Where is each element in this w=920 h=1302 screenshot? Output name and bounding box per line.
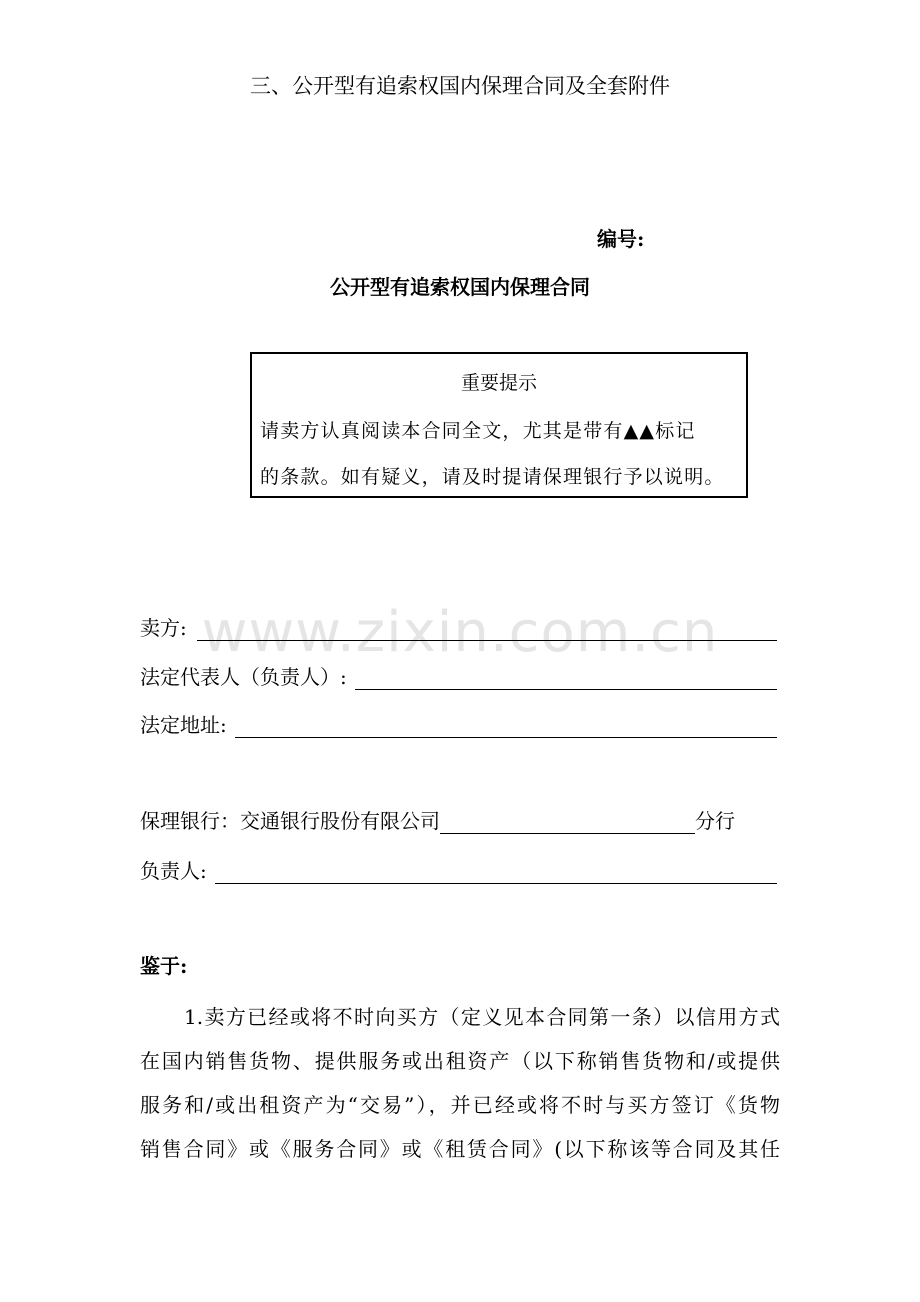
seller-field	[140, 612, 777, 641]
branch-blank-line	[440, 809, 695, 834]
factoring-bank-field	[140, 805, 770, 834]
watermark: www.zixin.com.cn	[201, 600, 719, 665]
paragraph-line: 1.卖方已经或将不时向买方（定义见本合同第一条）以信用方式	[184, 1005, 780, 1029]
notice-title: 重要提示	[460, 372, 537, 394]
factoring-bank-label: 保理银行：交通银行股份有限公司	[140, 809, 440, 833]
notice-text-line: 请卖方认真阅读本合同全文，尤其是带有▲▲标记	[260, 420, 696, 442]
legal-address-blank-line	[235, 713, 777, 738]
legal-representative-blank-line	[355, 665, 777, 690]
document-number-label: 编号:	[597, 227, 645, 251]
bank-head-blank-line	[215, 859, 777, 884]
contract-title: 公开型有追索权国内保理合同	[330, 275, 590, 299]
important-notice-box	[250, 352, 748, 498]
seller-blank-line	[197, 616, 777, 641]
paragraph-line: 销售合同》或《服务合同》或《租赁合同》(以下称该等合同及其任	[140, 1137, 780, 1161]
paragraph-line: 在国内销售货物、提供服务或出租资产（以下称销售货物和/或提供	[140, 1049, 780, 1073]
whereas-paragraph	[140, 995, 780, 1171]
legal-representative-field	[140, 661, 777, 690]
bank-head-label: 负责人:	[140, 859, 207, 883]
legal-representative-label: 法定代表人（负责人）:	[140, 665, 347, 689]
bank-head-field	[140, 855, 777, 884]
whereas-heading: 鉴于:	[140, 954, 188, 978]
seller-label: 卖方:	[140, 616, 187, 640]
notice-text-line: 的条款。如有疑义，请及时提请保理银行予以说明。	[260, 466, 725, 488]
legal-address-field	[140, 709, 777, 738]
paragraph-line: 服务和/或出租资产为“交易”），并已经或将不时与买方签订《货物	[140, 1093, 780, 1117]
section-title: 三、公开型有追索权国内保理合同及全套附件	[250, 74, 670, 98]
legal-address-label: 法定地址:	[140, 713, 227, 737]
branch-suffix: 分行	[695, 809, 735, 833]
